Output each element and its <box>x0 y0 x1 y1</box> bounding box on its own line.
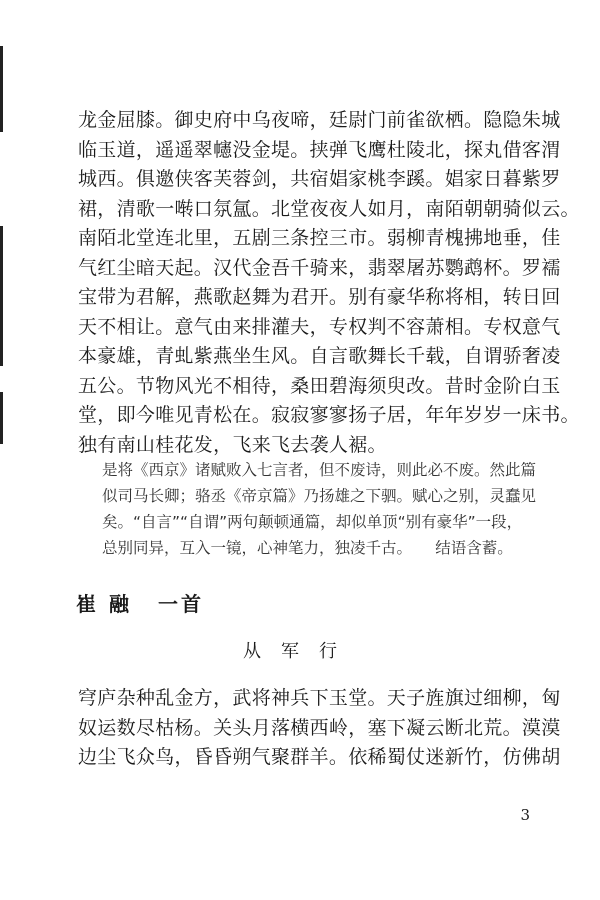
poem-line: 五公。节物风光不相待，桑田碧海须臾改。昔时金阶白玉 <box>78 374 561 397</box>
commentary-line: 矣。“自言”“自谓”两句颠顿通篇，却似单顶“别有豪华”一段， <box>102 513 523 531</box>
poem2-text-block <box>78 684 561 773</box>
poem-line: 穹庐杂种乱金方，武将神兵下玉堂。天子旌旗过细柳，匈 <box>78 687 561 709</box>
poem-line: 南陌北堂连北里，五剧三条控三市。弱柳青槐拂地垂，佳 <box>78 227 561 249</box>
page-number: 3 <box>520 806 530 824</box>
poem-title: 从军行 <box>243 641 357 662</box>
poem-line: 天不相让。意气由来排灌夫，专权判不容萧相。专权意气 <box>78 315 561 338</box>
author-heading <box>76 588 204 617</box>
poem-line: 裙，清歌一啭口氛氲。北堂夜夜人如月，南陌朝朝骑似云。 <box>78 197 580 220</box>
scan-edge-mark <box>0 46 3 132</box>
poem-line: 气红尘暗天起。汉代金吾千骑来，翡翠屠苏鹦鹉杯。罗襦 <box>78 256 561 279</box>
poem-line: 奴运数尽枯杨。关头月落横西岭，塞下凝云断北荒。漠漠 <box>78 716 561 739</box>
commentary-line: 似司马长卿；骆丞《帝京篇》乃扬雄之下驷。赋心之别，灵蠢见 <box>102 487 537 505</box>
author-name: 崔 融 <box>76 592 132 616</box>
commentary-block <box>102 457 542 561</box>
poem-line: 城西。俱邀侠客芙蓉剑，共宿娼家桃李蹊。娼家日暮紫罗 <box>78 168 561 190</box>
poem-line: 宝带为君解，燕歌赵舞为君开。别有豪华称将相，转日回 <box>78 286 561 308</box>
poem-count: 一首 <box>157 592 204 616</box>
poem-line: 本豪雄，青虬紫燕坐生风。自言歌舞长千载，自谓骄奢凌 <box>78 345 561 367</box>
poem-line: 边尘飞众鸟，昏昏朔气聚群羊。依稀蜀仗迷新竹，仿佛胡 <box>78 746 561 768</box>
commentary-line: 总别同异，互入一镜，心神笔力，独凌千古。 结语含蓄。 <box>102 539 513 557</box>
poem-line: 临玉道，遥遥翠幰没金堤。挟弹飞鹰杜陵北，探丸借客渭 <box>78 138 561 161</box>
poem-line: 独有南山桂花发，飞来飞去袭人裾。 <box>78 433 387 456</box>
poem-text-block <box>78 106 580 460</box>
poem-line: 龙金屈膝。御史府中乌夜啼，廷尉门前雀欲栖。隐隐朱城 <box>78 109 561 131</box>
commentary-line: 是将《西京》诸赋败入七言者，但不废诗，则此必不废。然此篇 <box>102 461 537 479</box>
scan-edge-mark <box>0 392 3 444</box>
poem-line: 堂，即今唯见青松在。寂寂寥寥扬子居，年年岁岁一床书。 <box>78 404 580 426</box>
scan-edge-mark <box>0 226 3 366</box>
